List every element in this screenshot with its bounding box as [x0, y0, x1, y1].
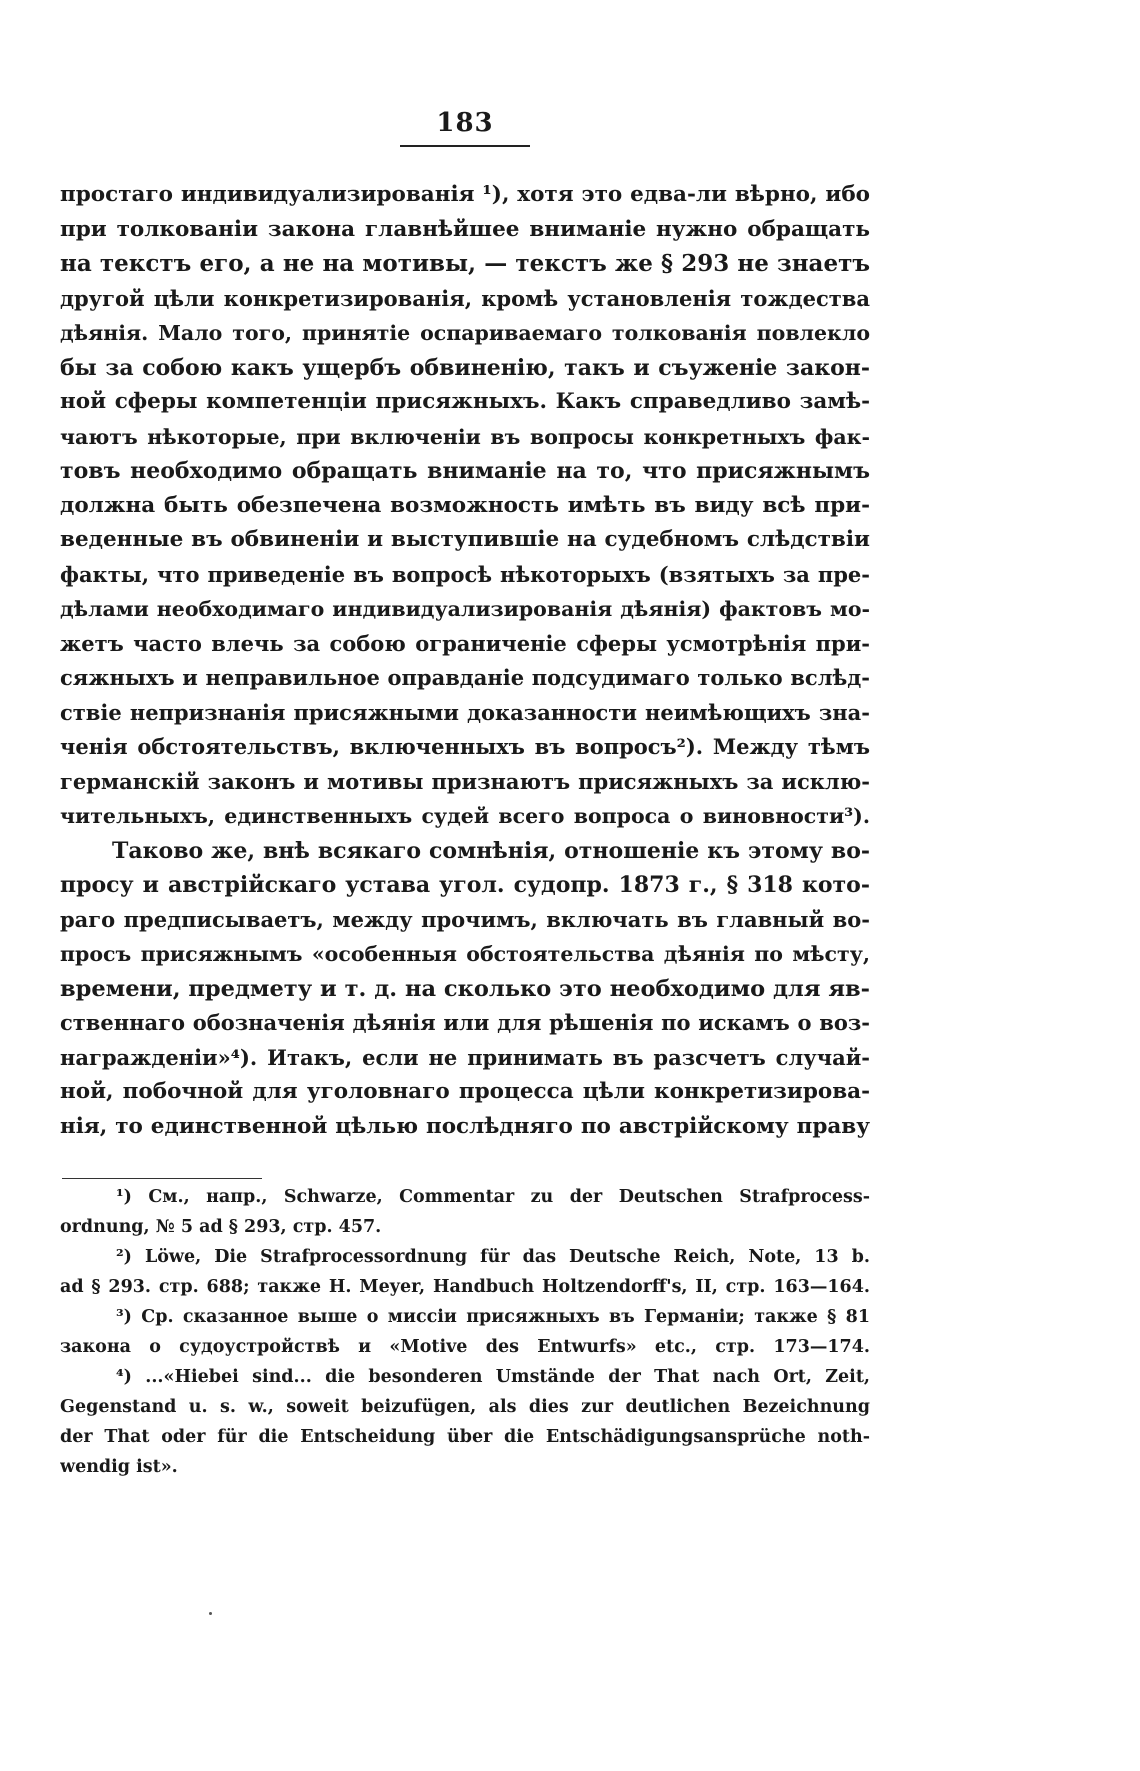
- text-line: ствіе непризнанія присяжными доказанности неимѣющихъ зна-: [60, 699, 870, 725]
- text-line: бы за собою какъ ущербъ обвиненію, такъ и съуженіе закон-: [60, 354, 870, 381]
- text-line: просу и австрійскаго устава угол. судопр. 1873 г., § 318 кото-: [60, 872, 870, 898]
- text-line: ственнаго обозначенія дѣянія или для рѣшенія по искамъ о воз-: [60, 1010, 870, 1035]
- print-speck: [209, 1612, 212, 1615]
- text-line: просъ присяжнымъ «особенныя обстоятельства дѣянія по мѣсту,: [60, 942, 870, 966]
- footnote-line: ordnung, № 5 ad § 293, стр. 457.: [60, 1217, 382, 1237]
- page-number-rule: [400, 145, 530, 147]
- text-line: дѣянія. Мало того, принятіе оспариваемаго толкованія повлекло: [60, 321, 870, 345]
- text-line: нія, то единственной цѣлью послѣдняго по австрійскому праву: [60, 1113, 870, 1139]
- footnote-line: Gegenstand u. s. w., soweit beizufügen, als dies zur deutlichen Bezeichnung: [60, 1397, 870, 1417]
- text-line: другой цѣли конкретизированія, кромѣ установленія тождества: [60, 285, 870, 311]
- text-line: чаютъ нѣкоторые, при включеніи въ вопросы конкретныхъ фак-: [60, 424, 870, 449]
- footnote-line: ad § 293. стр. 688; также H. Meyer, Handbuch Holtzendorff's, II, стр. 163—164.: [60, 1277, 870, 1297]
- text-line: должна быть обезпечена возможность имѣть въ виду всѣ при-: [60, 492, 870, 518]
- text-line: факты, что приведеніе въ вопросѣ нѣкоторыхъ (взятыхъ за пре-: [60, 561, 870, 587]
- main-text: [60, 178, 870, 1144]
- footnote-rule: [62, 1178, 262, 1179]
- text-line: ной, побочной для уголовнаго процесса цѣли конкретизирова-: [60, 1079, 870, 1104]
- footnote-line: wendig ist».: [60, 1457, 178, 1477]
- text-line: на текстъ его, а не на мотивы, — текстъ же § 293 не знаетъ: [60, 250, 870, 277]
- footnote-line: ²) Löwe, Die Strafprocessordnung für das Deutsche Reich, Note, 13 b.: [116, 1247, 870, 1267]
- text-line: ной сферы компетенціи присяжныхъ. Какъ справедливо замѣ-: [60, 389, 870, 414]
- text-line: простаго индивидуализированія ¹), хотя это едва-ли вѣрно, ибо: [60, 182, 870, 207]
- text-line: жетъ часто влечь за собою ограниченіе сферы усмотрѣнія при-: [60, 630, 870, 656]
- footnote-line: ⁴) ...«Hiebei sind... die besonderen Umstände der That nach Ort, Zeit,: [116, 1367, 870, 1387]
- footnotes: [60, 1182, 870, 1482]
- text-line: Таково же, внѣ всякаго сомнѣнія, отношеніе къ этому во-: [112, 837, 870, 864]
- footnote-line: закона о судоустройствѣ и «Motive des Entwurfs» etc., стр. 173—174.: [60, 1337, 870, 1357]
- text-line: времени, предмету и т. д. на сколько это необходимо для яв-: [60, 975, 870, 1002]
- footnote-line: ¹) См., напр., Schwarze, Commentar zu der Deutschen Strafprocess-: [116, 1187, 870, 1207]
- text-line: раго предписываетъ, между прочимъ, включать въ главный во-: [60, 906, 870, 932]
- text-line: товъ необходимо обращать вниманіе на то, что присяжнымъ: [60, 458, 870, 484]
- text-line: ченія обстоятельствъ, включенныхъ въ вопросъ²). Между тѣмъ: [60, 734, 870, 759]
- text-line: сяжныхъ и неправильное оправданіе подсудимаго только вслѣд-: [60, 665, 870, 690]
- footnote-line: ³) Ср. сказанное выше о миссіи присяжныхъ въ Германіи; также § 81: [116, 1307, 870, 1327]
- text-line: веденные въ обвиненіи и выступившіе на судебномъ слѣдствіи: [60, 527, 870, 552]
- text-line: награжденіи»⁴). Итакъ, если не принимать въ разсчетъ случай-: [60, 1044, 870, 1070]
- footnote-line: der That oder für die Entscheidung über die Entschädigungsansprüche noth-: [60, 1427, 870, 1447]
- text-line: чительныхъ, единственныхъ судей всего вопроса о виновности³).: [60, 804, 870, 828]
- text-line: германскій законъ и мотивы признаютъ присяжныхъ за исклю-: [60, 768, 870, 794]
- text-line: дѣлами необходимаго индивидуализированія дѣянія) фактовъ мо-: [60, 597, 870, 621]
- page-number: 183: [436, 108, 494, 138]
- text-line: при толкованіи закона главнѣйшее вниманіе нужно обращать: [60, 216, 870, 242]
